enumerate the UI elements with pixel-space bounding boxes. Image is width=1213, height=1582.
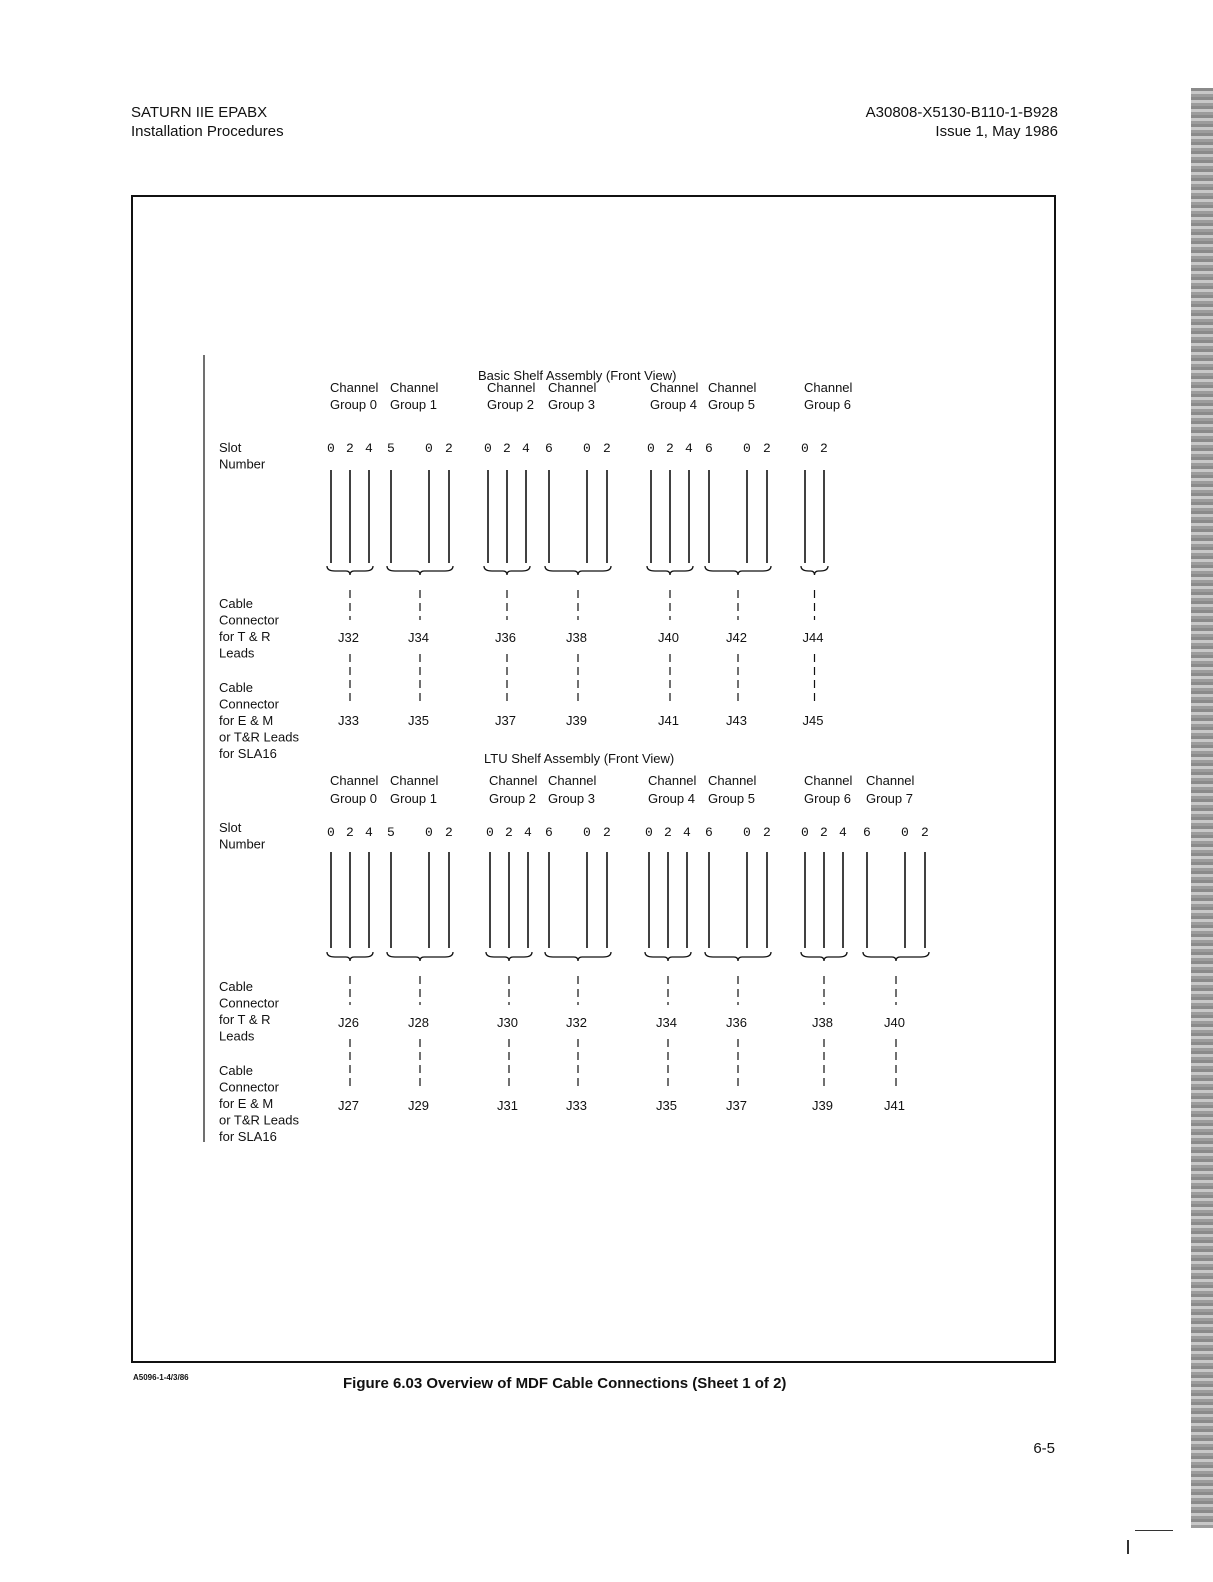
slot-number: 2 <box>603 825 611 840</box>
channel-group-label: Channel <box>548 773 597 788</box>
group-brace <box>327 952 373 961</box>
slot-number: 0 <box>484 441 492 456</box>
tr-connector-label: Cable <box>219 596 253 611</box>
channel-group-label: Group 2 <box>489 791 536 806</box>
group-brace <box>387 952 453 961</box>
slot-number: 0 <box>425 825 433 840</box>
slot-number: 0 <box>486 825 494 840</box>
channel-group-label: Group 3 <box>548 397 595 412</box>
channel-group-label: Group 5 <box>708 791 755 806</box>
slot-number: 4 <box>365 441 373 456</box>
em-connector-label: for SLA16 <box>219 1129 277 1144</box>
slot-number: 4 <box>524 825 532 840</box>
slot-number: 2 <box>763 441 771 456</box>
slot-number: 0 <box>743 441 751 456</box>
figure-code: A5096-1-4/3/86 <box>133 1373 189 1382</box>
tr-connector-label: Cable <box>219 979 253 994</box>
slot-number: 0 <box>801 825 809 840</box>
group-brace <box>387 566 453 575</box>
em-connector-id: J43 <box>726 713 747 728</box>
slot-number: 4 <box>365 825 373 840</box>
channel-group-label: Group 4 <box>650 397 697 412</box>
group-brace <box>705 952 771 961</box>
tr-connector-id: J36 <box>726 1015 747 1030</box>
tr-connector-id: J42 <box>726 630 747 645</box>
document-number: A30808-X5130-B110-1-B928 <box>865 104 1058 121</box>
em-connector-id: J27 <box>338 1098 359 1113</box>
em-connector-id: J41 <box>884 1098 905 1113</box>
tr-connector-id: J34 <box>408 630 429 645</box>
document-subtitle: Installation Procedures <box>131 123 284 140</box>
group-brace <box>801 566 828 575</box>
em-connector-label: Cable <box>219 680 253 695</box>
shelf-title: Basic Shelf Assembly (Front View) <box>478 368 677 383</box>
tr-connector-id: J30 <box>497 1015 518 1030</box>
channel-group-label: Group 6 <box>804 397 851 412</box>
slot-number: 0 <box>645 825 653 840</box>
em-connector-id: J39 <box>566 713 587 728</box>
group-brace <box>545 566 611 575</box>
tr-connector-id: J44 <box>802 630 824 645</box>
tr-connector-id: J32 <box>338 630 359 645</box>
tr-connector-id: J40 <box>884 1015 905 1030</box>
channel-group-label: Channel <box>804 380 853 395</box>
channel-group-label: Channel <box>330 380 379 395</box>
em-connector-label: Connector <box>219 1079 279 1095</box>
em-connector-label: or T&R Leads <box>219 729 299 745</box>
tr-connector-id: J36 <box>495 630 516 645</box>
slot-number: 0 <box>901 825 909 840</box>
product-title: SATURN IIE EPABX <box>131 104 268 121</box>
em-connector-id: J31 <box>497 1098 518 1113</box>
scan-mark <box>1135 1530 1173 1531</box>
em-connector-label: for SLA16 <box>219 746 277 761</box>
em-connector-label: for E & M <box>219 1096 274 1111</box>
slot-number: 2 <box>666 441 674 456</box>
tr-connector-label: Leads <box>219 645 255 661</box>
tr-connector-label: for T & R <box>219 629 271 644</box>
slot-number: 5 <box>387 825 395 840</box>
slot-number: 6 <box>705 441 713 456</box>
slot-number: 2 <box>503 441 511 456</box>
slot-number: 2 <box>921 825 929 840</box>
slot-number: 4 <box>522 441 530 456</box>
em-connector-id: J37 <box>495 713 516 728</box>
scan-mark <box>1127 1540 1129 1554</box>
page-number: 6-5 <box>1033 1440 1055 1457</box>
em-connector-id: J45 <box>802 713 824 728</box>
slot-number: 4 <box>683 825 691 840</box>
tr-connector-id: J32 <box>566 1015 587 1030</box>
group-brace <box>327 566 373 575</box>
em-connector-id: J37 <box>726 1098 747 1113</box>
group-brace <box>801 952 847 961</box>
channel-group-label: Channel <box>804 773 853 788</box>
slot-number: 2 <box>445 441 453 456</box>
channel-group-label: Channel <box>390 773 439 788</box>
channel-group-label: Group 5 <box>708 397 755 412</box>
slot-number-label: Number <box>219 836 266 852</box>
channel-group-label: Group 0 <box>330 791 377 806</box>
issue-date: Issue 1, May 1986 <box>935 123 1058 140</box>
channel-group-label: Group 3 <box>548 791 595 806</box>
channel-group-label: Group 1 <box>390 791 437 806</box>
tr-connector-label: Leads <box>219 1028 255 1044</box>
channel-group-label: Group 1 <box>390 397 437 412</box>
shelf-title: LTU Shelf Assembly (Front View) <box>484 751 675 766</box>
slot-number: 2 <box>445 825 453 840</box>
tr-connector-id: J26 <box>338 1015 359 1030</box>
channel-group-label: Channel <box>648 773 697 788</box>
em-connector-label: Connector <box>219 696 279 712</box>
channel-group-label: Channel <box>548 380 597 395</box>
slot-number: 0 <box>801 441 809 456</box>
channel-group-label: Group 0 <box>330 397 377 412</box>
slot-number: 0 <box>425 441 433 456</box>
channel-group-label: Channel <box>866 773 915 788</box>
em-connector-id: J41 <box>658 713 679 728</box>
slot-number: 6 <box>705 825 713 840</box>
group-brace <box>645 952 691 961</box>
channel-group-label: Channel <box>487 380 536 395</box>
em-connector-id: J33 <box>338 713 359 728</box>
channel-group-label: Channel <box>650 380 699 395</box>
em-connector-id: J35 <box>408 713 429 728</box>
slot-number: 4 <box>685 441 693 456</box>
slot-number: 6 <box>863 825 871 840</box>
group-brace <box>545 952 611 961</box>
channel-group-label: Channel <box>390 380 439 395</box>
slot-number-label: Number <box>219 456 266 472</box>
channel-group-label: Channel <box>330 773 379 788</box>
tr-connector-id: J28 <box>408 1015 429 1030</box>
slot-number: 2 <box>603 441 611 456</box>
tr-connector-label: Connector <box>219 995 279 1011</box>
slot-number: 0 <box>743 825 751 840</box>
channel-group-label: Channel <box>708 773 757 788</box>
slot-number: 2 <box>346 825 354 840</box>
group-brace <box>863 952 929 961</box>
slot-number: 6 <box>545 441 553 456</box>
slot-number-label: Slot <box>219 820 242 835</box>
slot-number: 2 <box>505 825 513 840</box>
tr-connector-id: J40 <box>658 630 679 645</box>
channel-group-label: Group 7 <box>866 791 913 806</box>
figure-caption: Figure 6.03 Overview of MDF Cable Connections (Sheet 1 of 2) <box>343 1375 787 1392</box>
slot-number: 0 <box>583 441 591 456</box>
tr-connector-id: J38 <box>566 630 587 645</box>
channel-group-label: Group 2 <box>487 397 534 412</box>
slot-number: 0 <box>583 825 591 840</box>
em-connector-id: J39 <box>812 1098 833 1113</box>
group-brace <box>484 566 530 575</box>
group-brace <box>705 566 771 575</box>
em-connector-label: Cable <box>219 1063 253 1078</box>
tr-connector-id: J34 <box>656 1015 677 1030</box>
channel-group-label: Channel <box>708 380 757 395</box>
slot-number: 0 <box>327 441 335 456</box>
slot-number: 2 <box>763 825 771 840</box>
tr-connector-label: Connector <box>219 612 279 628</box>
channel-group-label: Group 4 <box>648 791 695 806</box>
slot-number: 5 <box>387 441 395 456</box>
slot-number: 0 <box>647 441 655 456</box>
slot-number-label: Slot <box>219 440 242 455</box>
group-brace <box>647 566 693 575</box>
slot-number: 6 <box>545 825 553 840</box>
em-connector-id: J33 <box>566 1098 587 1113</box>
em-connector-label: for E & M <box>219 713 274 728</box>
slot-number: 0 <box>327 825 335 840</box>
slot-number: 4 <box>839 825 847 840</box>
em-connector-id: J29 <box>408 1098 429 1113</box>
slot-number: 2 <box>820 441 828 456</box>
channel-group-label: Channel <box>489 773 538 788</box>
channel-group-label: Group 6 <box>804 791 851 806</box>
tr-connector-id: J38 <box>812 1015 833 1030</box>
tr-connector-label: for T & R <box>219 1012 271 1027</box>
slot-number: 2 <box>346 441 354 456</box>
group-brace <box>486 952 532 961</box>
em-connector-id: J35 <box>656 1098 677 1113</box>
slot-number: 2 <box>820 825 828 840</box>
em-connector-label: or T&R Leads <box>219 1112 299 1128</box>
slot-number: 2 <box>664 825 672 840</box>
